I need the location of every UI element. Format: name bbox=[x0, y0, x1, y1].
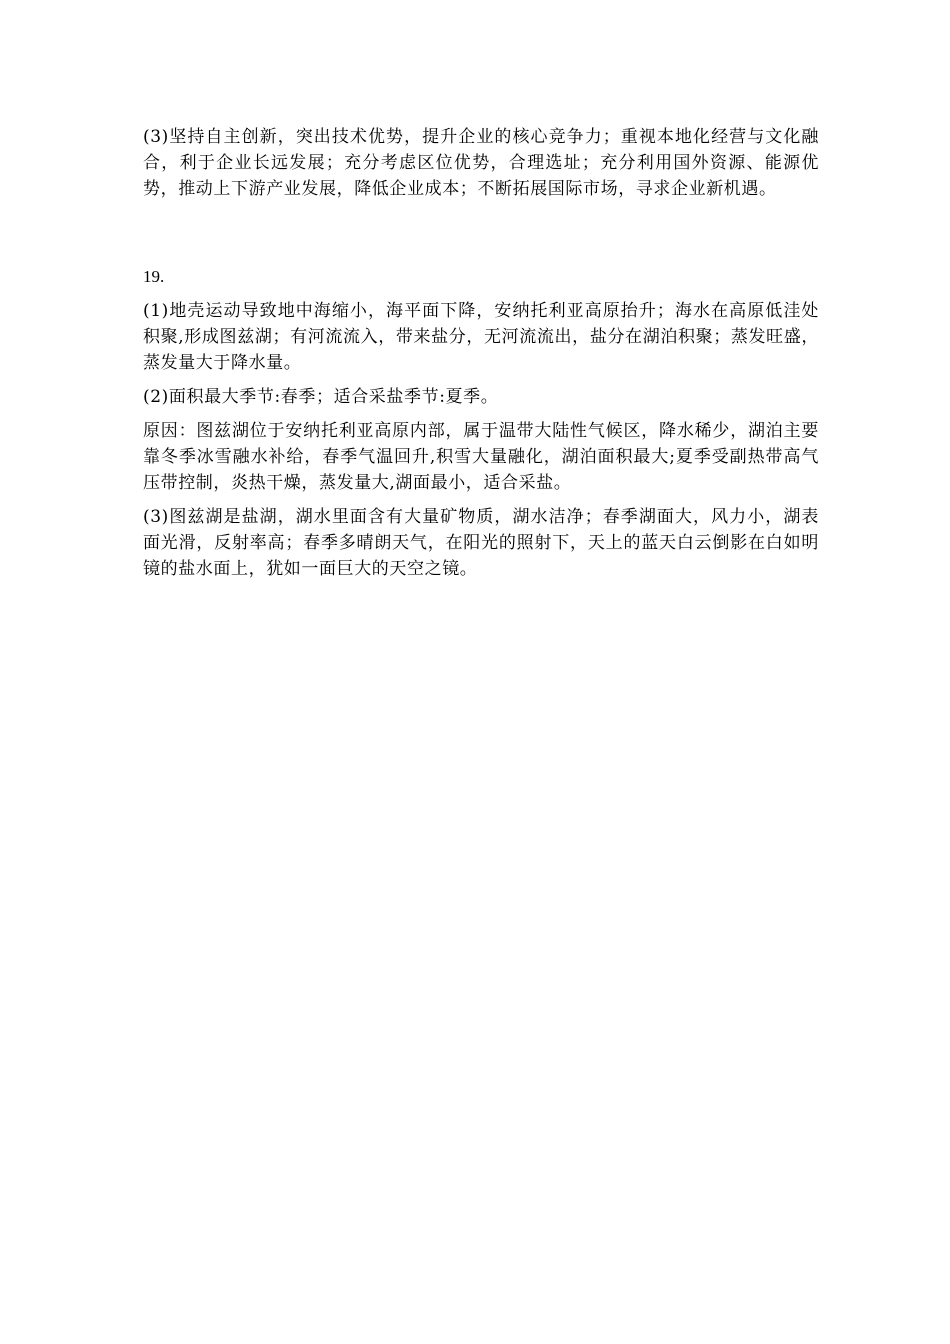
question-number: 19. bbox=[143, 267, 165, 286]
section-spacer bbox=[143, 202, 819, 264]
answer-19-part-1: (1)地壳运动导致地中海缩小，海平面下降，安纳托利亚高原抬升；海水在高原低洼处积聚,形成图兹湖；有河流流入，带来盐分，无河流流出，盐分在湖泊积聚；蒸发旺盛，蒸发量大于降水量。 bbox=[143, 301, 819, 373]
heading-spacer bbox=[143, 290, 819, 298]
answer-19-part-3: (3)图兹湖是盐湖，湖水里面含有大量矿物质，湖水洁净；春季湖面大，风力小，湖表面光滑，反射率高；春季多晴朗天气，在阳光的照射下，天上的蓝天白云倒影在白如明镜的盐水面上，犹如一面巨大的天空之镜。 bbox=[143, 507, 819, 579]
answer-18-part-3: (3)坚持自主创新，突出技术优势，提升企业的核心竞争力；重视本地化经营与文化融合，利于企业长远发展；充分考虑区位优势，合理选址；充分利用国外资源、能源优势，推动上下游产业发展，降低企业成本；不断拓展国际市场，寻求企业新机遇。 bbox=[143, 127, 819, 199]
answer-19-part-2-reason: 原因：图兹湖位于安纳托利亚高原内部，属于温带大陆性气候区，降水稀少，湖泊主要靠冬季冰雪融水补给，春季气温回升,积雪大量融化，湖泊面积最大;夏季受副热带高气压带控制，炎热干燥，蒸发量大,湖面最小，适合采盐。 bbox=[143, 421, 819, 493]
document-body bbox=[143, 124, 819, 582]
answer-19-part-2: (2)面积最大季节:春季；适合采盐季节:夏季。 bbox=[143, 387, 499, 407]
